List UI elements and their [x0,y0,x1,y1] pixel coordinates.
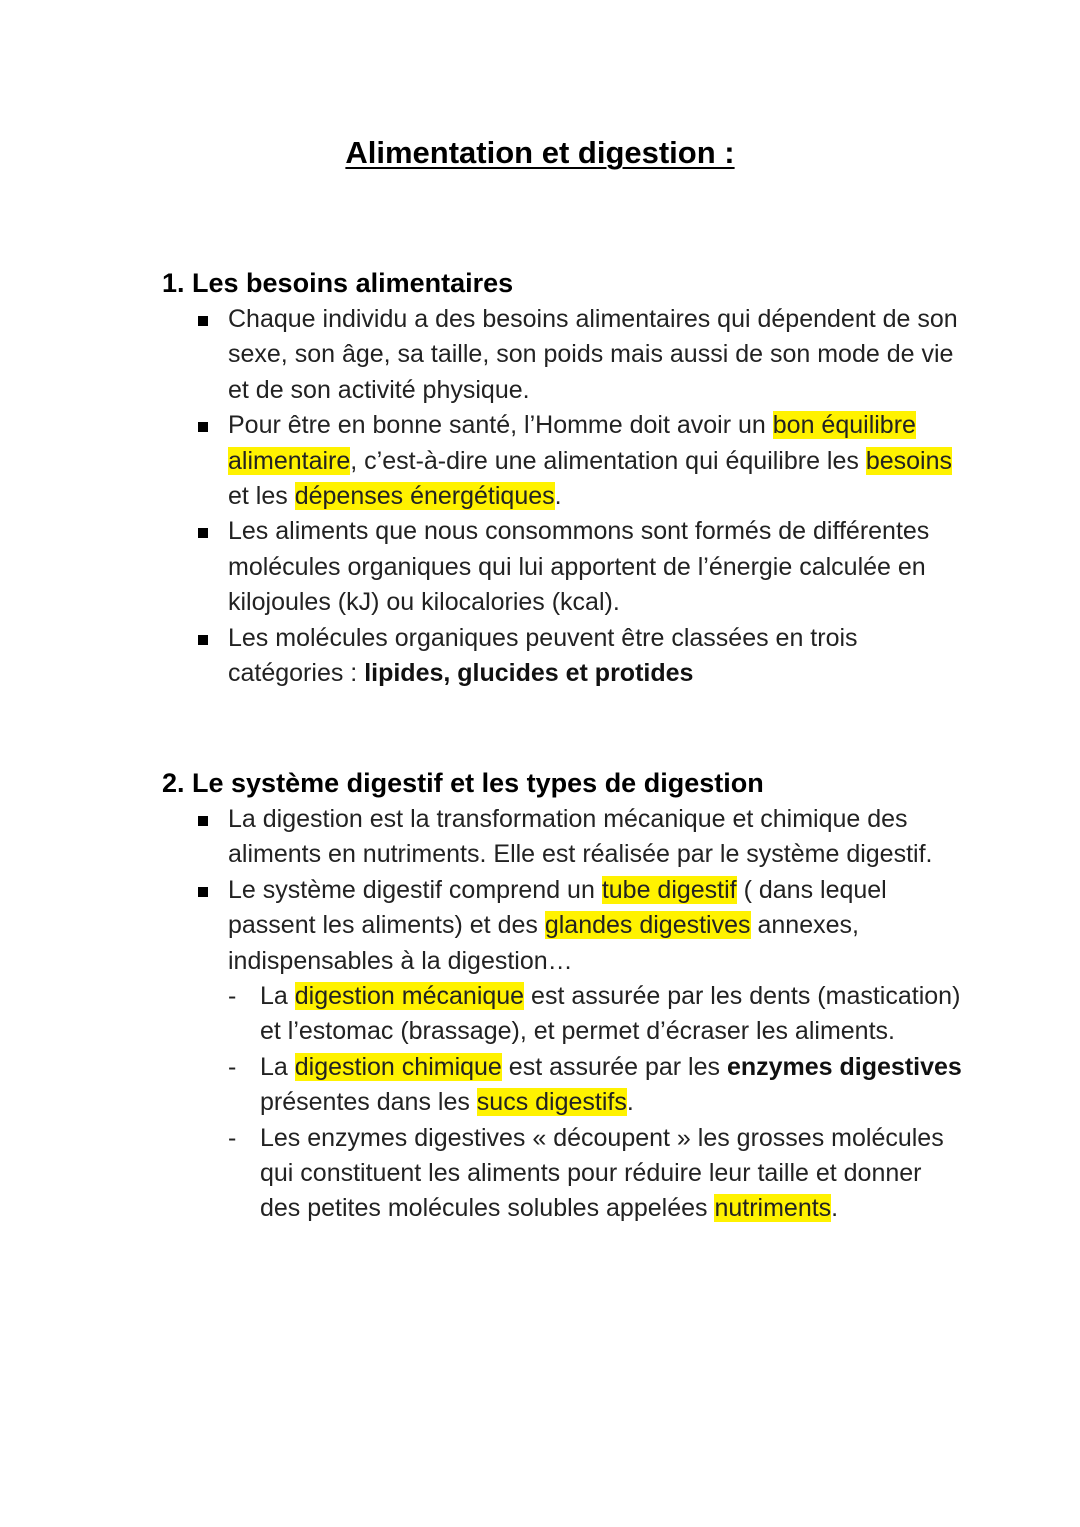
sub-list [162,979,962,1227]
list-item: La digestion est la transformation mécanique et chimique des aliments en nutriments. Elle est réalisée par le système digestif. [162,802,962,873]
highlighted-text: digestion mécanique [294,982,525,1011]
bold-text: lipides, glucides et protides [364,659,694,688]
list-item: Le système digestif comprend un tube digestif ( dans lequel passent les aliments) et des glandes digestives annexes, indispensables à la digestion… [162,873,962,979]
list-item: Pour être en bonne santé, l’Homme doit avoir un bon équilibre alimentaire, c’est-à-dire une alimentation qui équilibre les besoins et les dépenses énergétiques. [162,408,962,514]
bullet-list [162,302,962,691]
highlighted-text: digestion chimique [294,1052,502,1081]
section-heading: 1. Les besoins alimentaires [162,268,514,298]
highlighted-text: nutriments [714,1194,832,1223]
square-bullet-icon [198,528,208,538]
square-bullet-icon [198,422,208,432]
dash-bullet: - [228,1123,237,1152]
square-bullet-icon [198,816,208,826]
list-item: Les aliments que nous consommons sont formés de différentes molécules organiques qui lui apportent de l’énergie calculée en kilojoules (kJ) ou kilocalories (kcal). [162,514,962,620]
highlighted-text: dépenses énergétiques [294,482,555,511]
section-besoins-alimentaires [162,264,962,691]
sub-list-item: - Les enzymes digestives « découpent » les grosses molécules qui constituent les aliments pour réduire leur taille et donner des petites molécules solubles appelées nutriments. [162,1121,962,1227]
list-item: Les molécules organiques peuvent être classées en trois catégories : lipides, glucides et protides [162,621,962,692]
square-bullet-icon [198,316,208,326]
square-bullet-icon [198,887,208,897]
page-title: Alimentation et digestion : [345,135,735,170]
square-bullet-icon [198,635,208,645]
highlighted-text: tube digestif [601,875,737,904]
section-systeme-digestif [162,764,962,1227]
bold-text: enzymes digestives [726,1052,962,1081]
highlighted-text: besoins [865,446,953,475]
highlighted-text: bon équilibre alimentaire [228,411,916,475]
highlighted-text: sucs digestifs [476,1088,627,1117]
sub-list-item: - La digestion chimique est assurée par les enzymes digestives présentes dans les sucs digestifs. [162,1050,962,1121]
dash-bullet: - [228,1052,237,1081]
section-heading: 2. Le système digestif et les types de digestion [162,768,764,798]
sub-list-item: - La digestion mécanique est assurée par les dents (mastication) et l’estomac (brassage), et permet d’écraser les aliments. [162,979,962,1050]
highlighted-text: glandes digestives [544,911,751,940]
bullet-list [162,802,962,979]
dash-bullet: - [228,982,237,1011]
list-item: Chaque individu a des besoins alimentaires qui dépendent de son sexe, son âge, sa taille, son poids mais aussi de son mode de vie et de son activité physique. [162,302,962,408]
